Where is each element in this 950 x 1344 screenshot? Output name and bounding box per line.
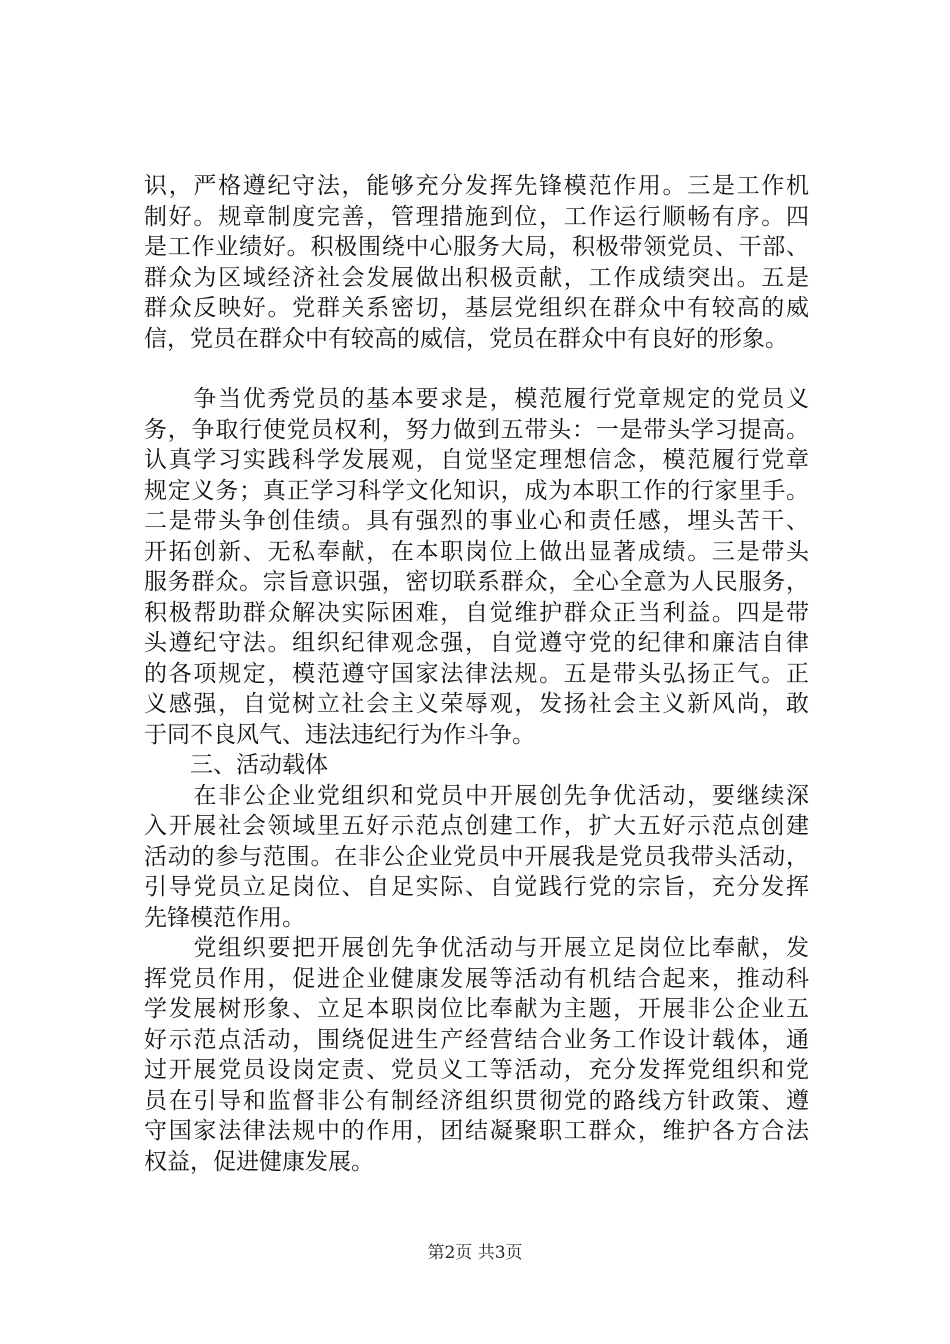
paragraph-4 bbox=[144, 933, 809, 1177]
text-line: 二是带头争创佳绩。具有强烈的事业心和责任感，埋头苦干、 bbox=[144, 508, 809, 534]
text-line: 信，党员在群众中有较高的威信，党员在群众中有良好的形象。 bbox=[144, 325, 788, 352]
text-line: 务，争取行使党员权利，努力做到五带头：一是带头学习提高。 bbox=[144, 416, 809, 443]
paragraph-3 bbox=[144, 781, 809, 934]
text-line: 权益，促进健康发展。 bbox=[144, 1148, 374, 1175]
text-line: 是工作业绩好。积极围绕中心服务大局，积极带领党员、干部、 bbox=[144, 234, 809, 260]
text-line: 识，严格遵纪守法，能够充分发挥先锋模范作用。三是工作机 bbox=[144, 173, 809, 199]
document-body bbox=[144, 171, 809, 1177]
section-heading bbox=[144, 750, 809, 781]
text-line: 党组织要把开展创先争优活动与开展立足岗位比奉献，发 bbox=[144, 935, 809, 961]
text-line: 群众反映好。党群关系密切，基层党组织在群众中有较高的威 bbox=[144, 295, 809, 321]
text-line: 服务群众。宗旨意识强，密切联系群众，全心全意为人民服务， bbox=[144, 569, 809, 595]
text-line: 认真学习实践科学发展观，自觉坚定理想信念，模范履行党章 bbox=[144, 447, 809, 473]
text-line: 在非公企业党组织和党员中开展创先争优活动，要继续深 bbox=[144, 782, 809, 809]
text-line: 学发展树形象、立足本职岗位比奉献为主题，开展非公企业五 bbox=[144, 996, 809, 1022]
text-line: 员在引导和监督非公有制经济组织贯彻党的路线方针政策、遵 bbox=[144, 1087, 809, 1114]
text-line: 群众为区域经济社会发展做出积极贡献，工作成绩突出。五是 bbox=[144, 264, 809, 291]
section-heading-text: 三、活动载体 bbox=[144, 752, 328, 778]
page-number-label: 第2页 共3页 bbox=[427, 1243, 523, 1263]
text-line: 义感强，自觉树立社会主义荣辱观，发扬社会主义新风尚，敢 bbox=[144, 691, 809, 717]
text-line: 引导党员立足岗位、自足实际、自觉践行党的宗旨，充分发挥 bbox=[144, 874, 809, 900]
text-line: 好示范点活动，围绕促进生产经营结合业务工作设计载体，通 bbox=[144, 1026, 809, 1053]
text-line: 积极帮助群众解决实际困难，自觉维护群众正当利益。四是带 bbox=[144, 599, 809, 626]
paragraph-2 bbox=[144, 384, 809, 750]
page-footer bbox=[0, 1243, 950, 1263]
text-line: 守国家法律法规中的作用，团结凝聚职工群众，维护各方合法 bbox=[144, 1118, 809, 1144]
text-line: 制好。规章制度完善，管理措施到位，工作运行顺畅有序。四 bbox=[144, 203, 809, 230]
text-line: 先锋模范作用。 bbox=[144, 904, 305, 931]
text-line: 开拓创新、无私奉献，在本职岗位上做出显著成绩。三是带头 bbox=[144, 538, 809, 565]
text-line: 挥党员作用，促进企业健康发展等活动有机结合起来，推动科 bbox=[144, 965, 809, 992]
text-line: 入开展社会领域里五好示范点创建工作，扩大五好示范点创建 bbox=[144, 813, 809, 839]
text-line: 活动的参与范围。在非公企业党员中开展我是党员我带头活动， bbox=[144, 843, 809, 870]
text-line: 头遵纪守法。组织纪律观念强，自觉遵守党的纪律和廉洁自律 bbox=[144, 630, 809, 656]
text-line: 争当优秀党员的基本要求是，模范履行党章规定的党员义 bbox=[144, 386, 809, 412]
text-line: 于同不良风气、违法违纪行为作斗争。 bbox=[144, 721, 535, 748]
text-line: 规定义务；真正学习科学文化知识，成为本职工作的行家里手。 bbox=[144, 477, 809, 504]
text-line: 过开展党员设岗定责、党员义工等活动，充分发挥党组织和党 bbox=[144, 1057, 809, 1083]
paragraph-1 bbox=[144, 171, 809, 354]
text-line: 的各项规定，模范遵守国家法律法规。五是带头弘扬正气。正 bbox=[144, 660, 809, 687]
paragraph-gap bbox=[144, 354, 809, 384]
